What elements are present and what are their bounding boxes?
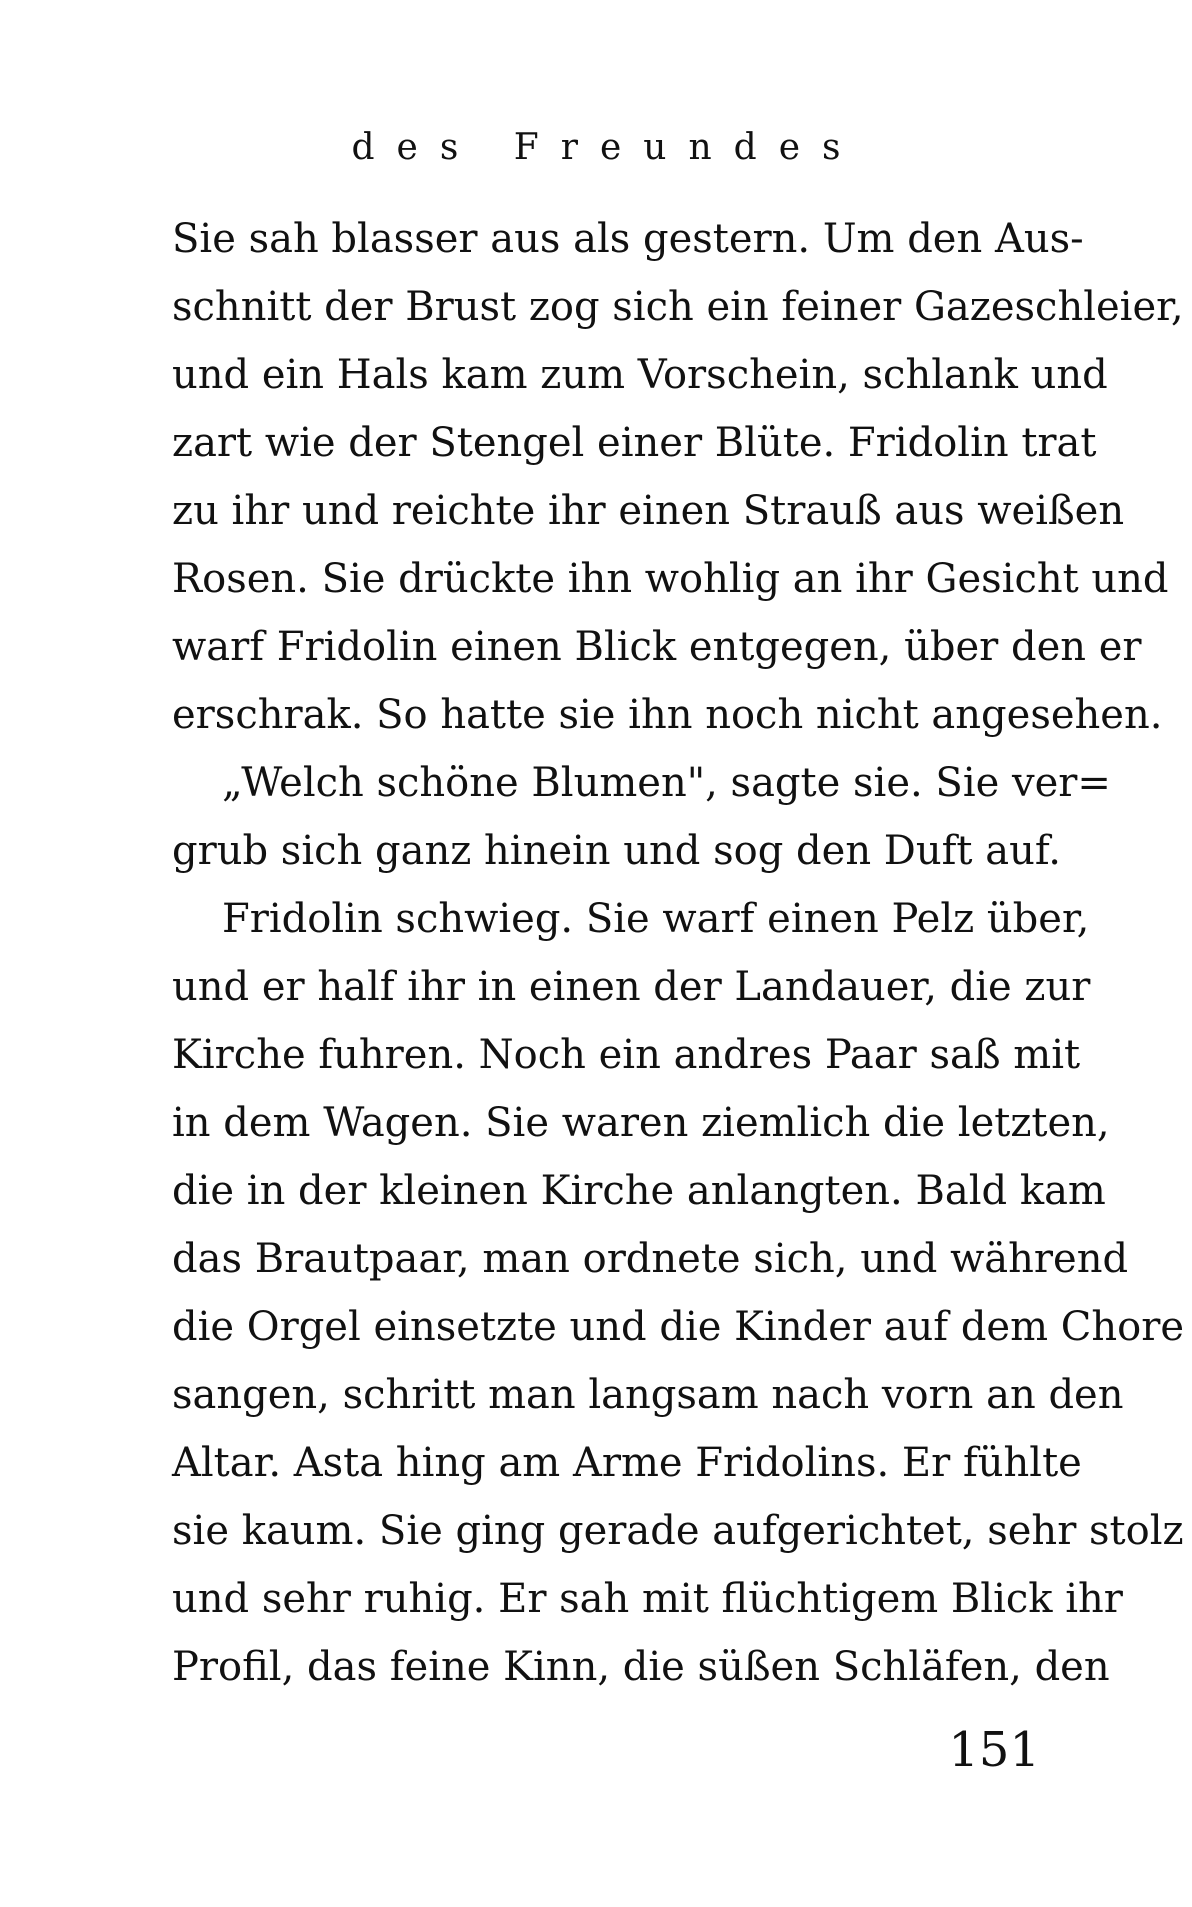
text-line: sie kaum. Sie ging gerade aufgerichtet, sehr stolz [172,1508,1184,1554]
text-line: Fridolin schwieg. Sie warf einen Pelz über, [222,896,1090,942]
text-line: Kirche fuhren. Noch ein andres Paar saß mit [172,1032,1081,1078]
text-line: in dem Wagen. Sie waren ziemlich die letzten, [172,1100,1110,1146]
text-line: Altar. Asta hing am Arme Fridolins. Er fühlte [172,1440,1082,1486]
text-line: warf Fridolin einen Blick entgegen, über den er [172,624,1142,670]
page-number: 151 [948,1722,1040,1778]
running-head: des Freundes [351,127,863,168]
text-line: zu ihr und reichte ihr einen Strauß aus weißen [172,488,1125,534]
text-line: die in der kleinen Kirche anlangten. Bald kam [172,1168,1106,1214]
text-line: erschrak. So hatte sie ihn noch nicht angesehen. [172,692,1163,738]
text-line: Profil, das feine Kinn, die süßen Schläfen, den [172,1644,1110,1690]
text-line: Sie sah blasser aus als gestern. Um den Aus- [172,216,1084,262]
body-text [172,205,1184,1701]
text-line: und sehr ruhig. Er sah mit flüchtigem Blick ihr [172,1576,1123,1622]
text-line: schnitt der Brust zog sich ein feiner Gazeschleier, [172,284,1184,330]
text-line: zart wie der Stengel einer Blüte. Fridolin trat [172,420,1097,466]
text-line: Rosen. Sie drückte ihn wohlig an ihr Gesicht und [172,556,1169,602]
text-line: und ein Hals kam zum Vorschein, schlank und [172,352,1108,398]
text-line: und er half ihr in einen der Landauer, die zur [172,964,1091,1010]
text-line: die Orgel einsetzte und die Kinder auf dem Chore [172,1304,1184,1350]
text-line: das Brautpaar, man ordnete sich, und während [172,1236,1129,1282]
text-line: sangen, schritt man langsam nach vorn an den [172,1372,1124,1418]
text-line: „Welch schöne Blumen", sagte sie. Sie ver= [222,760,1111,806]
text-line: grub sich ganz hinein und sog den Duft auf. [172,828,1061,874]
